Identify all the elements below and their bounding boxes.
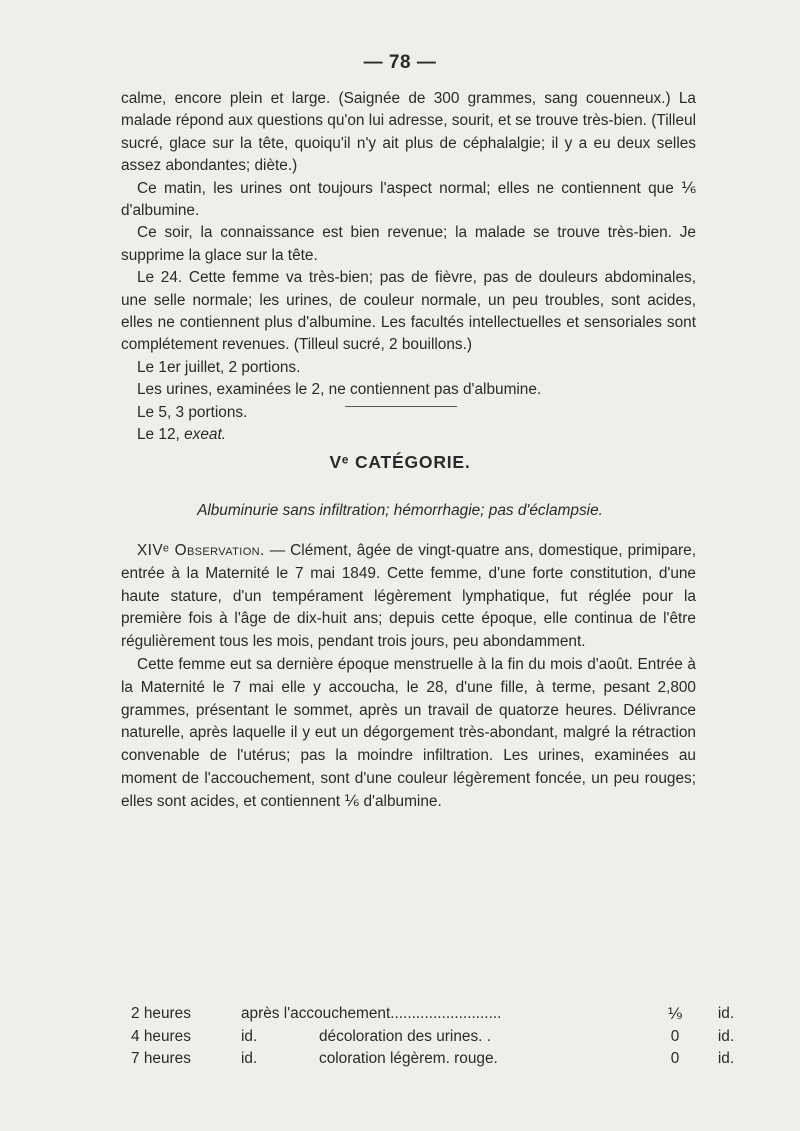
observation-paragraph [121, 540, 696, 654]
reading-description: décoloration des urines. . [319, 1027, 491, 1045]
paragraph: Ce matin, les urines ont toujours l'aspect normal; elles ne contiennent que ⅙ d'albumine. [121, 179, 696, 220]
reading-unit: id. [717, 1027, 735, 1045]
reading-time: 4 heures [131, 1027, 191, 1045]
reading-value: 0 [670, 1049, 680, 1067]
section-subheading: Albuminurie sans infiltration; hémorrhagie; pas d'éclampsie. [197, 502, 603, 519]
reading-unit: id. [717, 1005, 735, 1023]
table-row [131, 1025, 751, 1047]
reading-time: 7 heures [131, 1049, 191, 1067]
reading-description: coloration légèrem. rouge. [319, 1049, 498, 1067]
reading-description: après l'accouchement.......................... [241, 1005, 502, 1023]
reading-unit: id. [717, 1049, 735, 1067]
reading-time: 2 heures [131, 1005, 191, 1023]
page-number: — 78 — [363, 52, 437, 73]
reading-id: id. [241, 1027, 258, 1045]
paragraph: Le 1er juillet, 2 portions. [137, 358, 301, 376]
top-text-block [121, 88, 696, 447]
reading-value: ⅑ [667, 1005, 683, 1023]
paragraph: Les urines, examinées le 2, ne contiennent pas d'albumine. [137, 381, 542, 399]
table-row [131, 1003, 751, 1025]
exeat-word: exeat. [184, 426, 227, 444]
paragraph: Le 24. Cette femme va très-bien; pas de fièvre, pas de douleurs abdominales, une selle normale; les urines, de couleur normale, un peu troubles, sont acides, elles ne contiennent plus d'albumine. Les facultés intellectuelles et sensoriales sont complétement revenues. (Tilleul sucré, 2 bouillons.) [121, 269, 696, 354]
observation-block [121, 540, 696, 814]
reading-value: 0 [670, 1027, 680, 1045]
section-divider [345, 406, 457, 407]
reading-id: id. [241, 1049, 258, 1067]
observation-label: XIVᵉ Observation. [137, 542, 265, 559]
paragraph: Le 5, 3 portions. [137, 403, 248, 421]
observation-text: — Clément, âgée de vingt-quatre ans, domestique, primipare, entrée à la Maternité le 7 mai 1849. Cette femme, d'une forte constitution, d'une haute stature, d'un tempérament légèrement lymphatique, fut réglée pour la première fois à l'âge de dix-huit ans; depuis cette époque, elle continua de l'être régulièrement tous les mois, pendant trois jours, peu abondamment. [121, 542, 696, 651]
paragraph: Ce soir, la connaissance est bien revenue; la malade se trouve très-bien. Je supprime la glace sur la tête. [121, 224, 696, 264]
paragraph: calme, encore plein et large. (Saignée de 300 grammes, sang couenneux.) La malade répond aux questions qu'on lui adresse, sourit, et se trouve très-bien. (Tilleul sucré, glace sur la tête, quoiqu'il n'y ait plus de céphalalgie; il y a eu deux selles assez abondantes; diète.) [121, 90, 696, 175]
exeat-prefix: Le 12, [137, 426, 185, 444]
exeat-line [121, 424, 696, 446]
section-heading: Vᵉ CATÉGORIE. [329, 452, 471, 472]
table-row [131, 1048, 751, 1070]
urine-readings-table [131, 1003, 751, 1070]
observation-paragraph: Cette femme eut sa dernière époque menstruelle à la fin du mois d'août. Entrée à la Maternité le 7 mai elle y accoucha, le 28, d'une fille, à terme, pesant 2,800 grammes, présentant le sommet, après un travail de quatorze heures. Délivrance naturelle, après laquelle il y eut un dégorgement très-abondant, malgré la rétraction convenable de l'utérus; pas la moindre infiltration. Les urines, examinées au moment de l'accouchement, sont d'une couleur légèrement foncée, un peu rouges; elles sont acides, et contiennent ⅙ d'albumine. [121, 655, 696, 810]
